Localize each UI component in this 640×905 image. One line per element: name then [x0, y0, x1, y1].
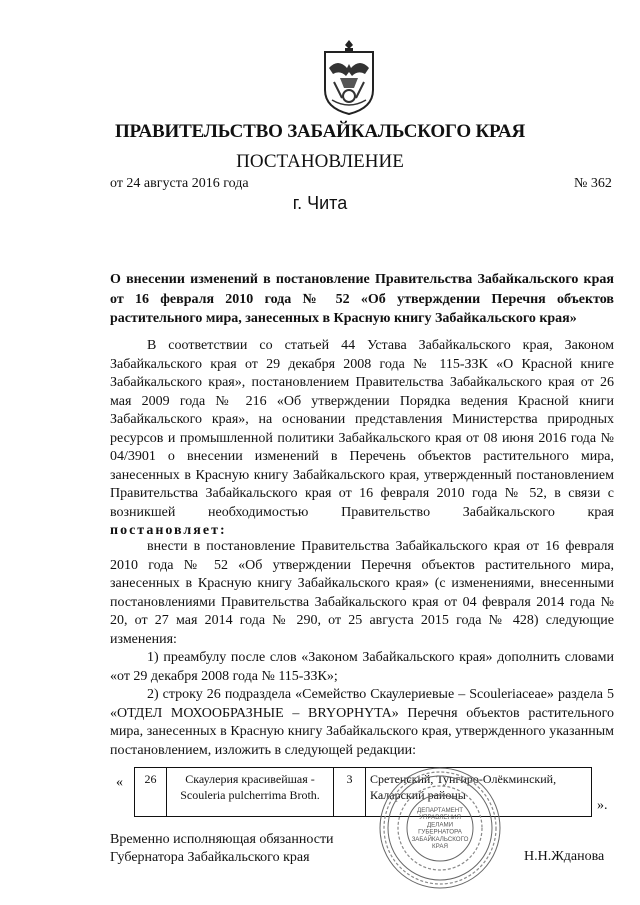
areas-line-1: Сретенский, Тунгиро-Олёкминский,	[370, 772, 557, 786]
document-city: г. Чита	[292, 193, 348, 213]
signatory-position-line-1: Временно исполняющая обязанности	[110, 832, 334, 847]
table-open-quote: «	[116, 775, 123, 790]
preamble-paragraph	[110, 337, 614, 541]
document-number: № 362	[574, 176, 612, 191]
resolution-block	[110, 538, 614, 760]
table-close-quote: ».	[597, 798, 608, 813]
signatory-name: Н.Н.Жданова	[524, 849, 605, 864]
areas-line-2: Каларский районы	[370, 788, 466, 802]
document-date: от 24 августа 2016 года	[110, 176, 249, 191]
coat-of-arms-emblem	[320, 38, 378, 116]
row-number: 26	[135, 768, 167, 817]
category-cell: 3	[334, 768, 366, 817]
stamp-text-line: ГУБЕРНАТОРА	[418, 828, 462, 836]
document-subject: О внесении изменений в постановление Правительства Забайкальского края от 16 февраля 2010 года № 52 «Об утверждении Перечня объектов растительного мира, занесенных в Красную книгу Забайкальского края»	[110, 272, 614, 326]
stamp-text-line: ДЕПАРТАМЕНТ	[417, 807, 463, 814]
signatory-position-line-2: Губернатора Забайкальского края	[110, 850, 310, 865]
document-type: ПОСТАНОВЛЕНИЕ	[236, 151, 404, 172]
stamp-text-line: КРАЯ	[432, 843, 448, 850]
table-row	[135, 768, 592, 817]
decree-word: постановляет:	[110, 523, 227, 538]
official-stamp	[377, 765, 503, 891]
government-title: ПРАВИТЕЛЬСТВО ЗАБАЙКАЛЬСКОГО КРАЯ	[114, 121, 526, 142]
resolution-item-1: 1) преамбулу после слов «Законом Забайкальского края» дополнить словами «от 29 декабря 2008 года № 115-ЗЗК»;	[110, 650, 614, 684]
signatory-position	[110, 831, 334, 867]
resolution-item-2: 2) строку 26 подраздела «Семейство Скаулериевые – Scouleriaceae» раздела 5 «ОТДЕЛ МОХООБРАЗНЫЕ – BRYOPHYTA» Перечня объектов растительного мира, занесенных в Красную книгу Забайкальского края, утвержденного указанным постановлением, изложить в следующей редакции:	[110, 687, 614, 758]
resolution-intro: внести в постановление Правительства Забайкальского края от 16 февраля 2010 года № 52 «Об утверждении Перечня объектов растительного мира, занесенных в Красную книгу Забайкальского края» (с изменениями, внесенными постановлениями Правительства Забайкальского края от 04 февраля 2014 года № 20, от 27 мая 2014 года № 290, от 25 августа 2015 года № 428) следующие изменения:	[110, 539, 614, 647]
species-name-ru: Скаулерия красивейшая -	[185, 772, 315, 786]
species-name-cell	[167, 768, 334, 817]
species-table	[134, 767, 592, 817]
preamble-text: В соответствии со статьей 44 Устава Забайкальского края, Законом Забайкальского края от 29 декабря 2008 года № 115-ЗЗК «О Красной книге Забайкальского края», постановлением Правительства Забайкальского края от 26 мая 2009 года № 216 «Об утверждении Порядка ведения Красной книги Забайкальского края», на основании представления Министерства природных ресурсов и промышленной политики Забайкальского края от 08 июня 2016 года № 04/3901 о внесении изменений в Перечень объектов растительного мира, занесенных в Красную книгу Забайкальского края, утвержденный постановлением Правительства Забайкальского края от 16 февраля 2010 года № 52, в связи с возникшей необходимостью Правительство Забайкальского края	[110, 338, 614, 520]
stamp-text-line: ДЕЛАМИ	[426, 821, 454, 829]
stamp-text-line: ЗАБАЙКАЛЬСКОГО	[411, 835, 469, 843]
stamp-text-line: УПРАВЛЕНИЯ	[419, 814, 461, 822]
species-name-lat: Scouleria pulcherrima Broth.	[180, 788, 320, 802]
